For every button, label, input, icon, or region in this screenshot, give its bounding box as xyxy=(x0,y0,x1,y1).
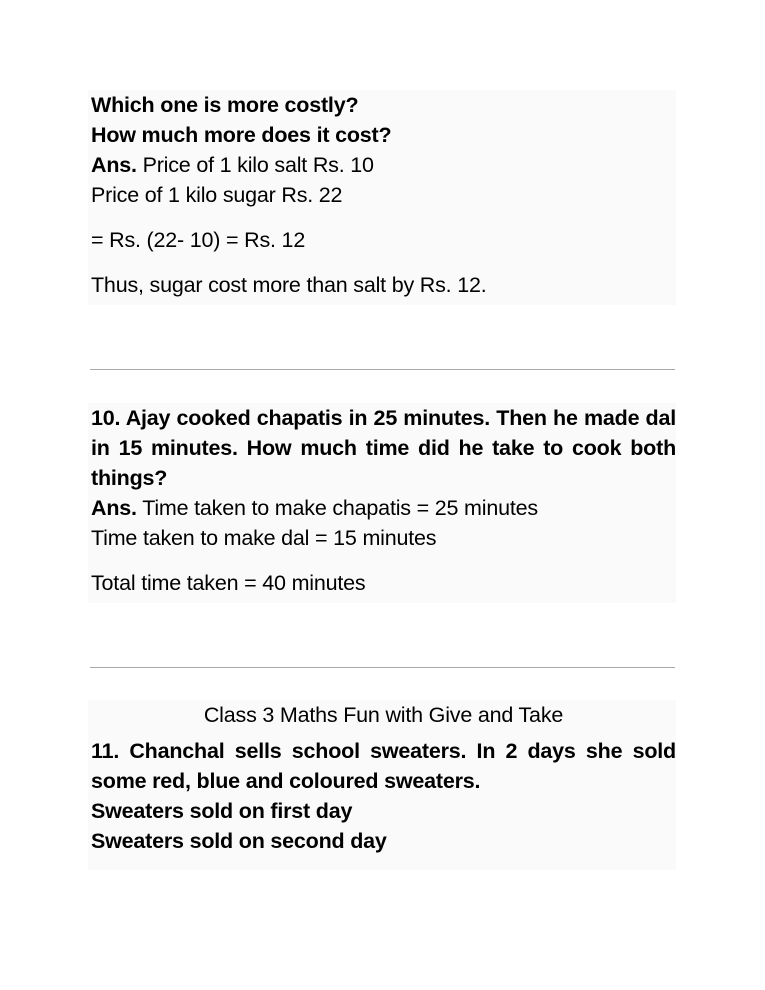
question-11: 11. Chanchal sells school sweaters. In 2 days she sold some red, blue and coloured sweaters. xyxy=(91,739,676,793)
section-divider-2 xyxy=(90,667,675,668)
section-divider-1 xyxy=(90,369,675,370)
answer-label: Ans. xyxy=(91,496,137,520)
sweaters-second-day-line: Sweaters sold on second day xyxy=(91,829,387,853)
calculation-line: = Rs. (22- 10) = Rs. 12 xyxy=(91,228,306,252)
answer-block-costly xyxy=(88,90,676,305)
question-10: 10. Ajay cooked chapatis in 25 minutes. Then he made dal in 15 minutes. How much time did he take to cook both things? xyxy=(91,406,676,490)
answer-salt-text: Price of 1 kilo salt Rs. 10 xyxy=(142,153,374,177)
answer-line-sugar: Price of 1 kilo sugar Rs. 22 xyxy=(91,183,343,207)
chapter-heading: Class 3 Maths Fun with Give and Take xyxy=(203,703,564,727)
sweaters-first-day-line: Sweaters sold on first day xyxy=(91,799,353,823)
question-line-2: How much more does it cost? xyxy=(91,123,392,147)
answer-label: Ans. xyxy=(91,153,137,177)
question-block-sweaters xyxy=(88,700,676,870)
answer-line-salt xyxy=(91,150,676,180)
answer-block-cooking-time xyxy=(88,403,676,603)
conclusion-line: Thus, sugar cost more than salt by Rs. 12. xyxy=(91,273,487,297)
question-line-1: Which one is more costly? xyxy=(91,93,359,117)
answer-chapatis-text: Time taken to make chapatis = 25 minutes xyxy=(142,496,538,520)
total-time-line: Total time taken = 40 minutes xyxy=(91,571,366,595)
answer-line-dal: Time taken to make dal = 15 minutes xyxy=(91,526,437,550)
answer-line-chapatis xyxy=(91,493,676,523)
